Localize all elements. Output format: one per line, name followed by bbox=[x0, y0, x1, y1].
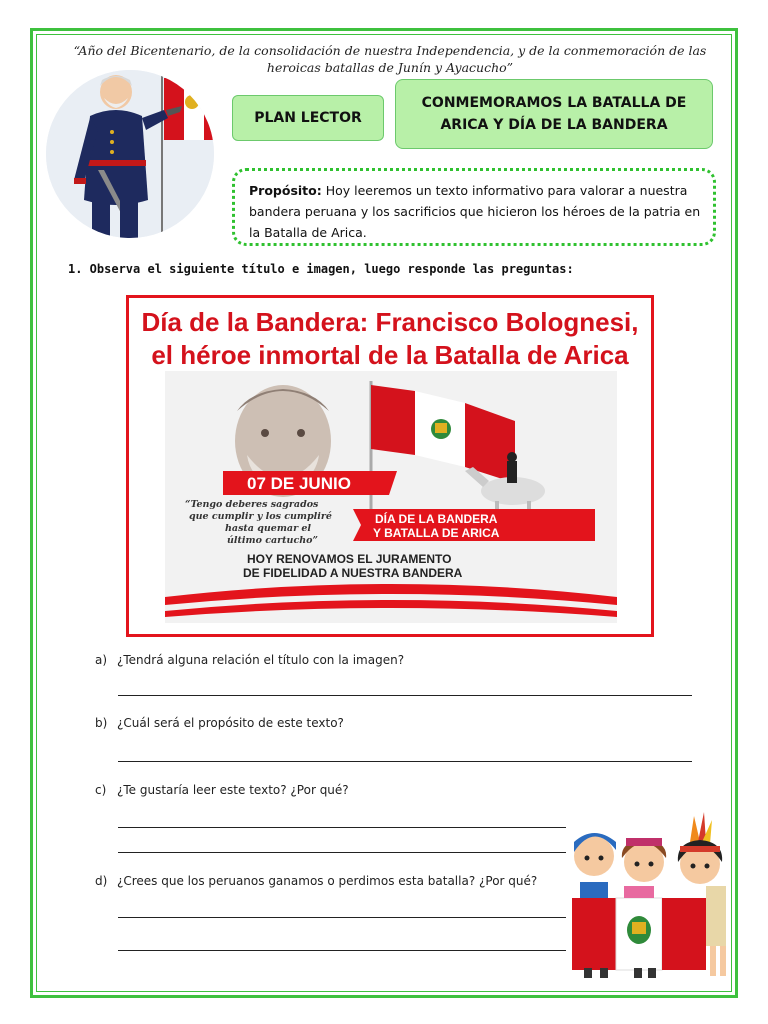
question-b-letter: b) bbox=[95, 716, 108, 730]
question-d-text: ¿Crees que los peruanos ganamos o perdimos esta batalla? ¿Por qué? bbox=[117, 874, 538, 888]
activity-instruction: 1. Observa el siguiente título e imagen, luego responde las preguntas: bbox=[68, 262, 574, 276]
question-d bbox=[95, 874, 537, 888]
purpose-box bbox=[232, 168, 716, 246]
poster-title bbox=[129, 306, 651, 372]
poster-title-line1: Día de la Bandera: Francisco Bolognesi, bbox=[141, 307, 639, 337]
poster-card bbox=[126, 295, 654, 637]
purpose-label: Propósito: bbox=[249, 183, 322, 198]
bolognesi-illustration bbox=[46, 70, 214, 238]
question-b bbox=[95, 716, 344, 730]
quote-line3: hasta quemar el bbox=[225, 523, 312, 534]
answer-line-a[interactable] bbox=[118, 695, 692, 696]
poster-image bbox=[165, 371, 617, 623]
question-c bbox=[95, 783, 349, 797]
answer-line-b[interactable] bbox=[118, 761, 692, 762]
plan-lector-label: PLAN LECTOR bbox=[232, 95, 384, 141]
quote-line1: “Tengo deberes sagrados bbox=[185, 499, 319, 510]
year-motto: “Año del Bicentenario, de la consolidación de nuestra Independencia, y de la conmemoración de las heroicas batallas de Junín y Ayacucho” bbox=[73, 43, 707, 75]
poster-title-line2: el héroe inmortal de la Batalla de Arica bbox=[151, 340, 629, 370]
oath-line2: DE FIDELIDAD A NUESTRA BANDERA bbox=[243, 566, 463, 580]
lesson-theme-title: CONMEMORAMOS LA BATALLA DE ARICA Y DÍA DE LA BANDERA bbox=[395, 79, 713, 149]
question-a-text: ¿Tendrá alguna relación el título con la imagen? bbox=[117, 653, 405, 667]
poster-date: 07 DE JUNIO bbox=[247, 474, 351, 493]
question-c-letter: c) bbox=[95, 783, 107, 797]
quote-line2: que cumplir y los cumpliré bbox=[189, 511, 332, 522]
answer-line-c1[interactable] bbox=[118, 827, 566, 828]
banner-line1: DÍA DE LA BANDERA bbox=[375, 512, 498, 526]
children-with-flag-illustration bbox=[564, 812, 734, 978]
question-a-letter: a) bbox=[95, 653, 108, 667]
quote-line4: último cartucho” bbox=[227, 535, 318, 546]
answer-line-c2[interactable] bbox=[118, 852, 566, 853]
question-c-text: ¿Te gustaría leer este texto? ¿Por qué? bbox=[117, 783, 349, 797]
answer-line-d1[interactable] bbox=[118, 917, 566, 918]
question-d-letter: d) bbox=[95, 874, 108, 888]
question-b-text: ¿Cuál será el propósito de este texto? bbox=[117, 716, 344, 730]
question-a bbox=[95, 653, 404, 667]
purpose-text: Hoy leeremos un texto informativo para valorar a nuestra bandera peruana y los sacrificios que hicieron los héroes de la patria en la Batalla de Arica. bbox=[249, 183, 701, 240]
answer-line-d2[interactable] bbox=[118, 950, 566, 951]
oath-line1: HOY RENOVAMOS EL JURAMENTO bbox=[247, 552, 452, 566]
banner-line2: Y BATALLA DE ARICA bbox=[373, 526, 500, 540]
